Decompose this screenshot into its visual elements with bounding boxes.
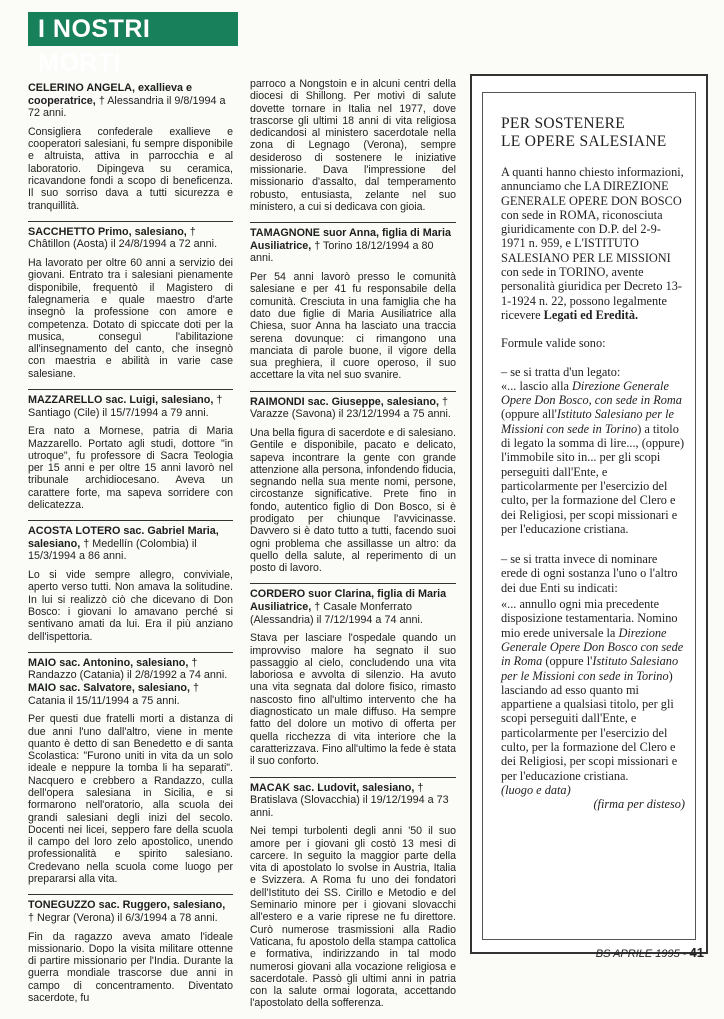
- legacy-italic: Direzione Generale Opere Don Bosco, con sede in Roma: [501, 378, 682, 408]
- section-title: I NOSTRI MORTI: [28, 12, 238, 46]
- obituary-heading: [28, 221, 233, 251]
- box-intro: [501, 165, 685, 322]
- obituary-continued: [250, 78, 456, 213]
- obituary-heading: [28, 894, 233, 924]
- obituary-info: † Casale Monferrato (Alessandria) il 7/12/1994 a 74 anni.: [250, 601, 423, 626]
- obituary-heading: [28, 82, 233, 120]
- obituary-entry: [28, 894, 233, 1004]
- page-footer: [596, 945, 704, 960]
- obituary-heading: [250, 391, 456, 421]
- obituary-name: CORDERO suor Clarina, figlia di Maria Ausiliatrice,: [250, 588, 447, 614]
- obituary-info: † Santiago (Cile) il 15/7/1994 a 79 anni.: [28, 394, 223, 419]
- obituary-info: † Randazzo (Catania) il 2/8/1992 a 74 anni.: [28, 656, 228, 682]
- obituary-entry: [250, 583, 456, 767]
- legacy-italic: Istituto Salesiano per le Missioni con sede in Torino: [501, 407, 674, 436]
- heir-text: (oppure l': [542, 654, 593, 669]
- bequest-info-frame: [482, 92, 696, 940]
- obituary-entry: [250, 391, 456, 575]
- obituary-heading: [250, 777, 456, 820]
- obituary-text: Fin da ragazzo aveva amato l'ideale missionario. Dopo la visita militare ottenne di partire missionario per l'India. Durante la guerra mondiale trascorse due anni in campo di concentramento. Diventato sacerdote, fu: [28, 930, 233, 1005]
- obituary-info: † Torino 18/12/1994 a 80 anni.: [250, 239, 434, 265]
- box-heir-text: [501, 597, 685, 797]
- heir-text: ) lasciando ad esso quanto mi appartiene a qualsiasi titolo, per gli scopi perseguiti dall'Ente, e particolarmente per l'esercizio del culto, per la formazione del Clero e dei Religiosi, per scopi missionari e per l'educazione cristiana.: [501, 668, 678, 783]
- box-title-line: LE OPERE SALESIANE: [501, 133, 667, 150]
- box-intro-bold: Legati ed Eredità.: [543, 307, 639, 322]
- obituary-heading: [250, 583, 456, 626]
- obituary-text: parroco a Nongstoin e in alcuni centri della diocesi di Shillong. Per motivi di salute dovette tornare in Italia nel 1977, dove trascorse gli ultimi 18 anni di vita religiosa dedicandosi al ministero sacerdotale nella zona di Legnago (Verona), sempre desideroso di sostenere le iniziative missionarie. Dava l'impressione del missionario d'assalto, dal temperamento robusto, entusiasta, zelante nel suo ministero, a cui si dedicava con gioia.: [250, 78, 456, 213]
- issue-label: BS APRILE 1995 -: [595, 948, 687, 960]
- legacy-text: «... lascio alla: [501, 378, 573, 393]
- bequest-info-box: [470, 74, 708, 954]
- obituary-heading: [28, 520, 233, 563]
- obituary-entry: [28, 520, 233, 643]
- obituary-entry: [28, 221, 233, 380]
- obituary-text: Era nato a Mornese, patria di Maria Mazzarello. Portato agli studi, dottore "in utroque", fu professore di Sacra Teologia per 15 anni e per oltre 15 anni lavorò nel tribunale archidiocesano. Aveva un carattere forte, ma sapeva sorridere con delicatezza.: [28, 425, 233, 511]
- obituary-heading: [250, 222, 456, 265]
- box-legacy-formula: [501, 365, 685, 537]
- obituary-entry: [28, 389, 233, 511]
- obituary-info: † Châtillon (Aosta) il 24/8/1994 a 72 anni.: [28, 225, 218, 251]
- obituary-text: Ha lavorato per oltre 60 anni a servizio dei giovani. Entrato tra i salesiani pienamente disponibile, frequentò il Magistero di falegnameria e quale maestro d'arte insegnò la professione con amore e competenza. Dotato di spiccate doti per la musica, conseguì l'abilitazione all'insegnamento del canto, che insegnò con maestria e abilità in varie case salesiane.: [28, 257, 233, 380]
- box-formulas-label: Formule valide sono:: [501, 336, 606, 351]
- obituary-heading: [28, 389, 233, 419]
- heir-italic: Direzione Generale Opere Don Bosco con sede in Roma: [501, 625, 684, 669]
- obituary-name: ACOSTA LOTERO sac. Gabriel Maria, salesiano,: [28, 525, 219, 550]
- box-title: [501, 115, 685, 151]
- obituary-entry: [28, 652, 233, 886]
- legacy-text: (oppure all': [501, 407, 557, 422]
- obituary-text: Lo si vide sempre allegro, conviviale, aperto verso tutti. Non amava la solitudine. In lui si realizzò ciò che dicevano di Don Bosco: i giovani lo amavano perché si sentivano amati da lui. Era il più anziano dell'ispettoria.: [28, 569, 233, 643]
- obituary-info: † Alessandria il 9/8/1994 a 72 anni.: [28, 94, 226, 120]
- obituary-heading: [28, 652, 233, 707]
- obituaries-column-middle: [250, 78, 456, 1019]
- obituary-name: RAIMONDI sac. Giuseppe, salesiano,: [250, 395, 440, 408]
- obituary-info: † Medellín (Colombia) il 15/3/1994 a 86 anni.: [28, 537, 197, 563]
- obituary-info: † Catania il 15/11/1994 a 75 anni.: [28, 682, 200, 707]
- obituary-text: Per questi due fratelli morti a distanza di due anni l'uno dall'altro, viene in mente quanto è detto di san Benedetto e di santa Scolastica: "Furono uniti in vita da un solo ideale e neppure la tomba li ha separati". Nacquero e crebbero a Randazzo, culla dell'opera salesiana in Sicilia, e si formarono nell'oratorio, alla scuola dei grandi salesiani degli inizi del secolo. Docenti nei licei, seppero fare della scuola il campo del loro zelo apostolico, unendo professionalità e spirito salesiano. Credevano nella scuola come luogo per prepararsi alla vita.: [28, 713, 233, 886]
- obituary-name: MAIO sac. Antonino, salesiano,: [28, 656, 189, 669]
- legacy-text: ) a titolo di legato la somma di lire..., (oppure) l'immobile sito in... per gli scopi perseguiti dall'Ente, e particolarmente per l'esercizio del culto, per la formazione del Clero e dei Religiosi, per scopi missionari e per l'educazione cristiana.: [501, 421, 685, 536]
- obituary-entry: [250, 777, 456, 1010]
- heir-lead: – se si tratta invece di nominare erede di ogni sostanza l'uno o l'altro dei due Enti su indicati:: [501, 552, 678, 595]
- obituary-name: CELERINO ANGELA, exallieva e cooperatrice,: [28, 82, 193, 107]
- obituary-name: TONEGUZZO sac. Ruggero, salesiano,: [28, 899, 226, 912]
- obituary-name: TAMAGNONE suor Anna, figlia di Maria Ausiliatrice,: [250, 227, 451, 252]
- obituary-entry: [28, 82, 233, 212]
- box-intro-text: A quanti hanno chiesto informazioni, annunciamo che LA DIREZIONE GENERALE OPERE DON BOSCO con sede in ROMA, riconosciuta giuridicamente con D.P. del 2-9-1971 n. 959, e L'ISTITUTO SALESIANO PER LE MISSIONI con sede in TORINO, avente personalità giuridica per Decreto 13-1-1924 n. 22, possono legalmente ricevere: [501, 165, 684, 322]
- obituary-info: † Negrar (Verona) il 6/3/1994 a 78 anni.: [28, 911, 218, 924]
- obituary-text: Consigliera confederale exallieve e cooperatori salesiani, fu sempre disponibile e altruista, attiva in parrocchia e al laboratorio. Dipingeva su ceramica, ricavandone fondi a scopo di beneficenza. Il suo sorriso dava a tutti sicurezza e tranquillità.: [28, 125, 233, 212]
- obituaries-column-left: [28, 82, 233, 1013]
- box-heir-formula: [501, 552, 685, 595]
- obituary-info: † Bratislava (Slovacchia) il 19/12/1994 a 73 anni.: [250, 781, 449, 819]
- box-title-line: PER SOSTENERE: [501, 115, 626, 132]
- obituary-name: SACCHETTO Primo, salesiano,: [28, 225, 187, 238]
- obituary-entry: [250, 222, 456, 381]
- obituary-text: Per 54 anni lavorò presso le comunità salesiane e per 41 fu responsabile della comunità. Cresciuta in una famiglia che ha dato due figlie di Maria Ausiliatrice alla Chiesa, suor Anna ha lasciato una traccia serena dovunque: ci rimangono una manciata di parole buone, il vigore della sua preghiera, il cuore operoso, il suo accettare la vita nel suo svanire.: [250, 271, 456, 382]
- place-date: (luogo e data): [501, 782, 571, 797]
- signature-line: (firma per disteso): [593, 797, 685, 812]
- obituary-name: MAIO sac. Salvatore, salesiano,: [28, 682, 191, 695]
- legacy-lead: – se si tratta d'un legato:: [501, 364, 621, 379]
- obituary-text: Una bella figura di sacerdote e di salesiano. Gentile e disponibile, pacato e delicato, sapeva incontrare la gente con grande attenzione alla persona, infondendo fiducia, segnando nella sua mente nomi, persone, circostanze significative. Prete fino in fondo, autentico figlio di Don Bosco, si è prodigato per chiunque l'avvicinasse. Davvero si è dato tutto a tutti, facendo suoi ogni problema che assillasse un altro: da quello della salute, al reperimento di un posto di lavoro.: [250, 426, 456, 575]
- obituary-text: Stava per lasciare l'ospedale quando un improvviso malore ha segnato il suo passaggio al cielo, concludendo una vita laboriosa e avvolta di silenzio. Ha avuto una vita segnata dal dolore fisico, rimasto nascosto fino all'ultimo intervento che ha diagnosticato un male diffuso. Ha sempre fatto del dolore un motivo di offerta per quella ricchezza di vita interiore che la caratterizzava. Fino all'ultimo la fede è stata il suo conforto.: [250, 632, 456, 768]
- obituary-name: MACAK sac. Ludovit, salesiano,: [250, 781, 415, 794]
- obituary-info: † Varazze (Savona) il 23/12/1994 a 75 anni.: [250, 395, 451, 421]
- page-number: 41: [689, 945, 704, 960]
- obituary-name: MAZZARELLO sac. Luigi, salesiano,: [28, 394, 214, 407]
- obituary-text: Nei tempi turbolenti degli anni '50 il suo amore per i giovani gli costò 13 mesi di carcere. In seguito la maggior parte della vita di apostolato lo svolse in Austria, Italia e Svizzera. A Roma fu uno dei fondatori dell'Istituto dei SS. Cirillo e Metodio e del Seminario minore per i giovani slovacchi all'estero e a varie riprese ne fu direttore. Curò numerose trasmissioni alla Radio Vaticana, fu apostolo della stampa cattolica e formativa, indirizzando in tal modo numerosi giovani alla vocazione religiosa e sacerdotale. Passò gli ultimi anni in patria con la salute ormai logorata, accettando l'apostolato della sofferenza.: [250, 825, 456, 1010]
- heir-text: «... annullo ogni mia precedente disposizione testamentaria. Nomino mio erede universale la: [501, 597, 678, 640]
- heir-italic: Istituto Salesiano per le Missioni con sede in Torino: [501, 654, 679, 683]
